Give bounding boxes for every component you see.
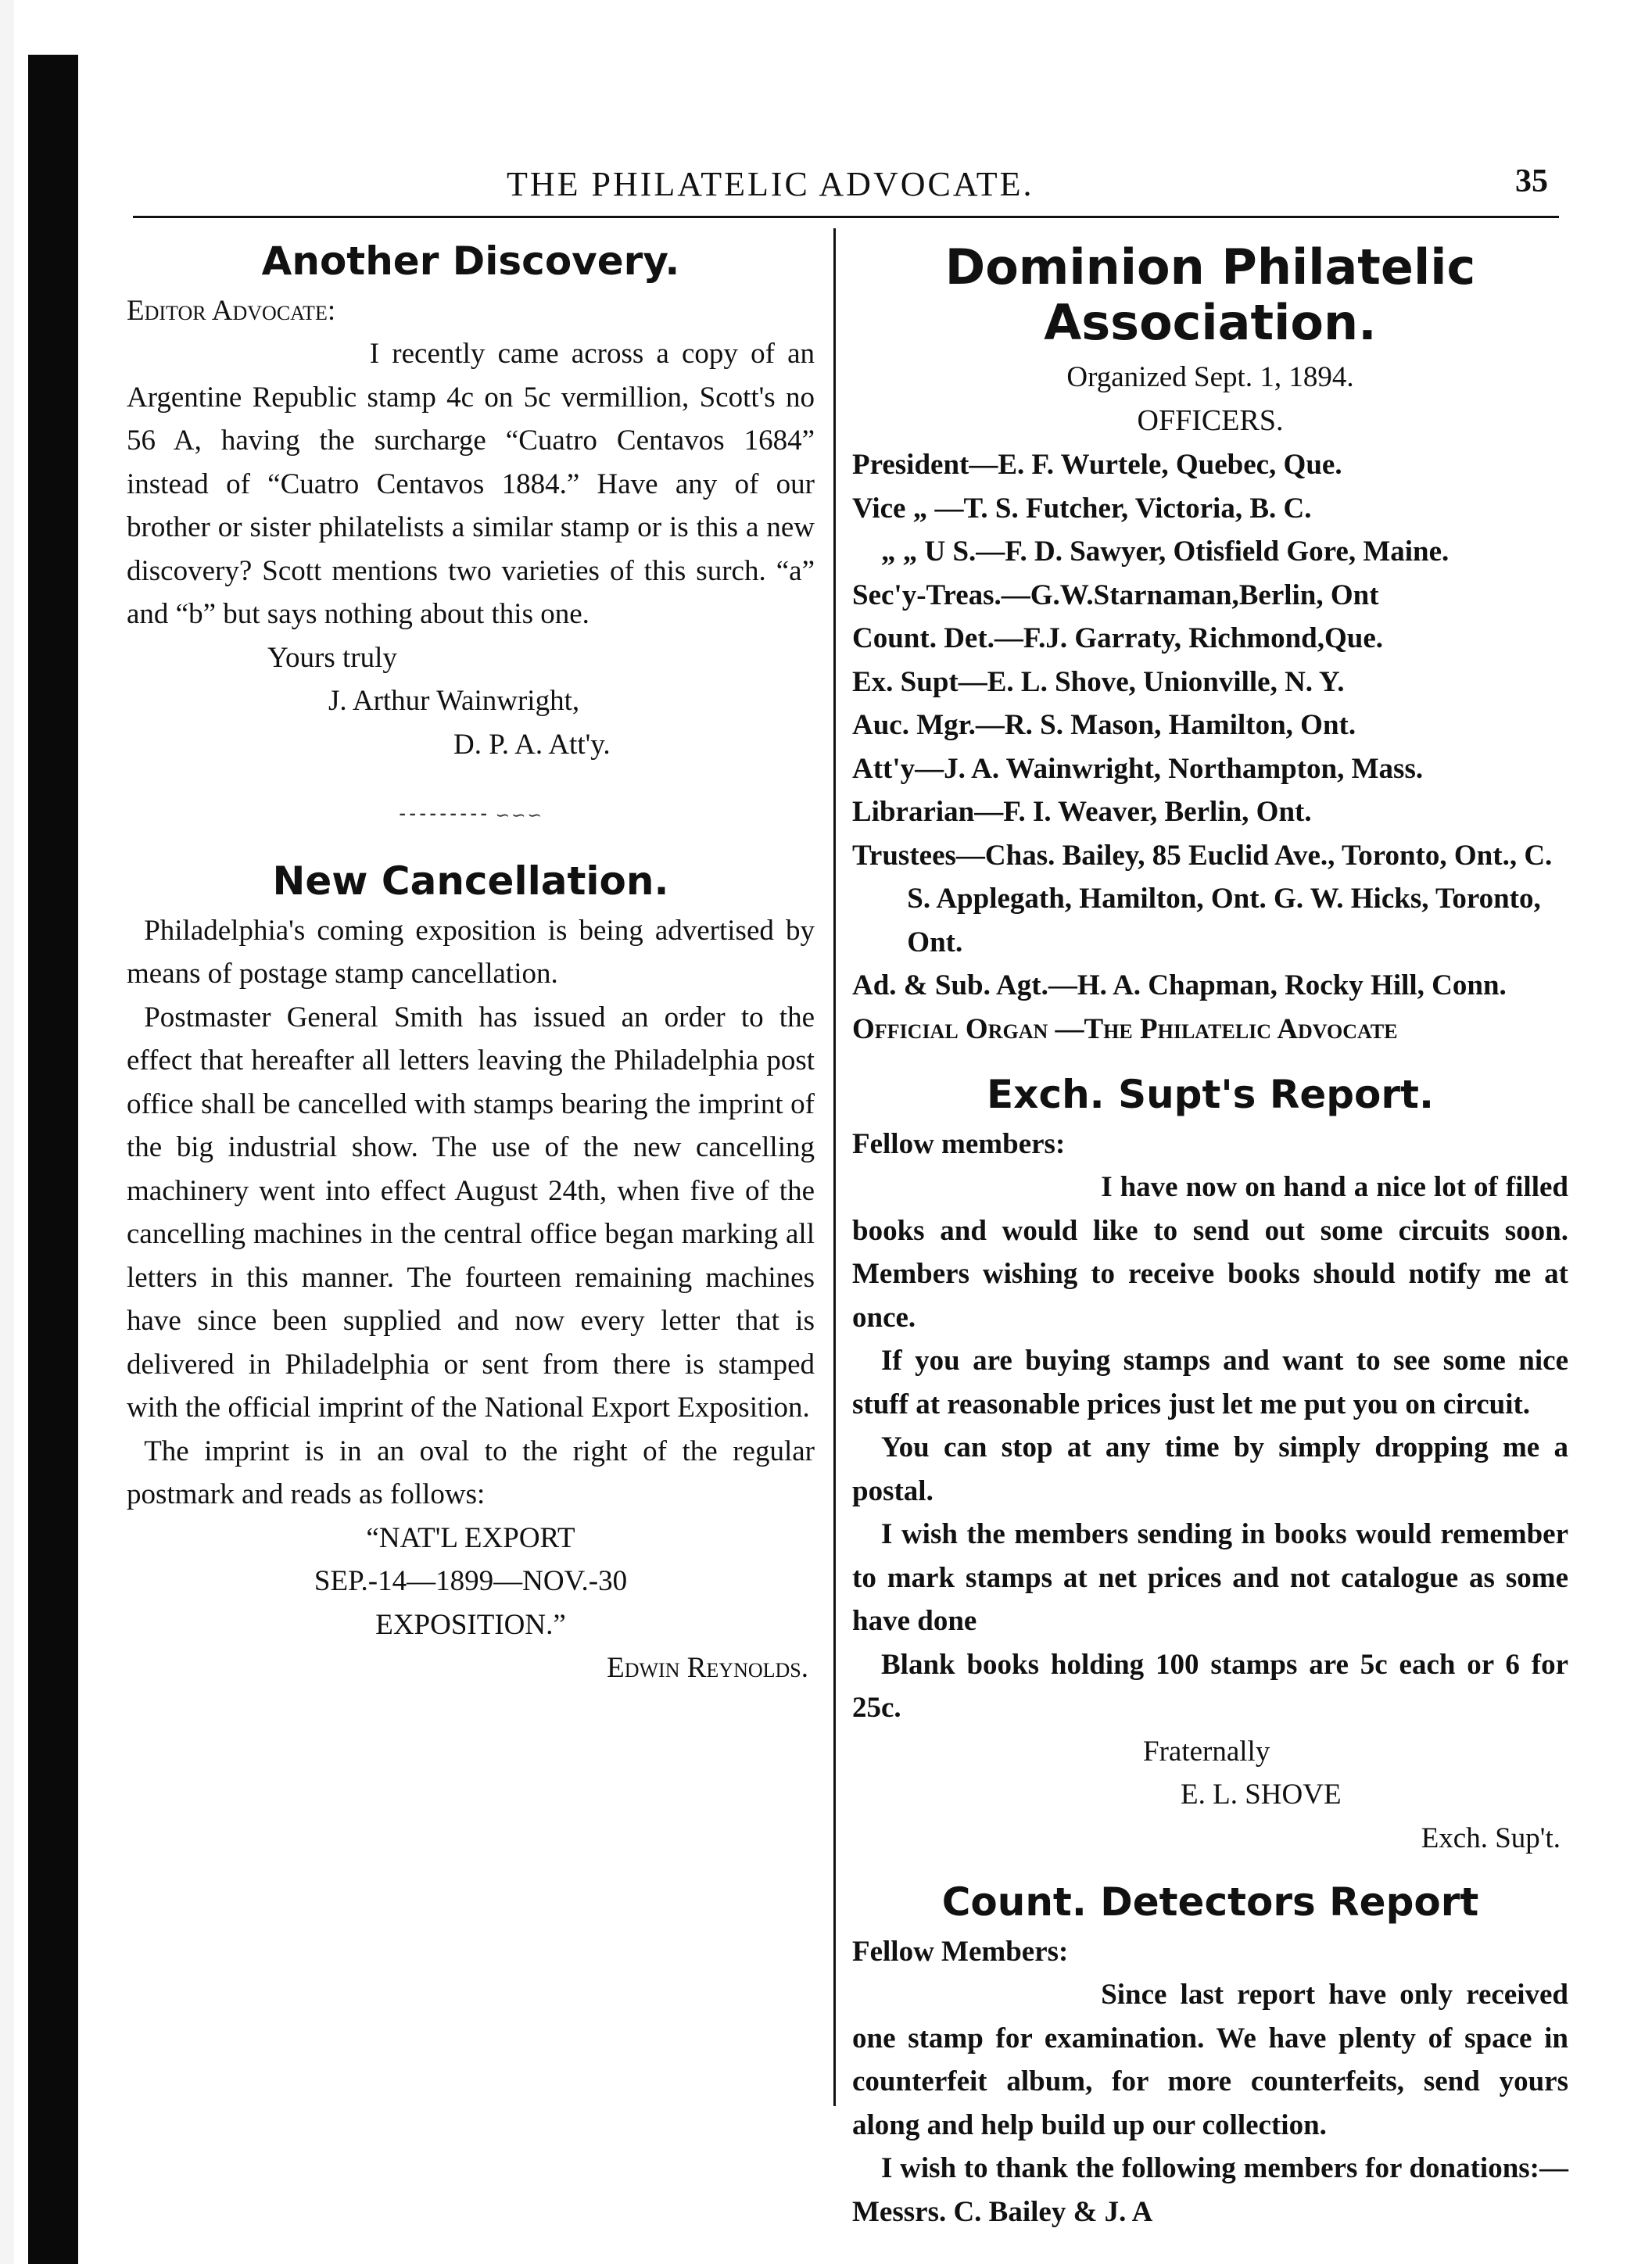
page-number: 35 <box>1515 163 1548 199</box>
closing: Fraternally <box>1143 1735 1270 1768</box>
signature-title: D. P. A. Att'y. <box>453 728 611 761</box>
page-gutter-bar <box>28 55 78 2264</box>
article-title: Another Discovery. <box>261 238 680 284</box>
officer-entry: Librarian—F. I. Weaver, Berlin, Ont. <box>852 796 1312 829</box>
imprint-line: EXPOSITION.” <box>375 1608 566 1641</box>
report-paragraph: Blank books holding 100 stamps are 5c each or 6 for 25c. <box>852 1648 1568 1725</box>
officer-entry: Ex. Supt—E. L. Shove, Unionville, N. Y. <box>852 665 1345 698</box>
report-title: Exch. Supt's Report. <box>987 1072 1434 1118</box>
decorative-divider: ⁃⁃⁃⁃⁃⁃⁃⁃⁃ ∽∽∽ <box>398 805 543 825</box>
signature-name: E. L. SHOVE <box>1181 1779 1342 1811</box>
closing: Yours truly <box>267 641 397 674</box>
report-paragraph: If you are buying stamps and want to see some nice stuff at reasonable prices just let me put you on circuit. <box>852 1345 1568 1420</box>
article-new-cancellation <box>127 859 815 1690</box>
column-divider <box>833 228 836 2106</box>
officers-list <box>852 443 1568 1051</box>
imprint-line: “NAT'L EXPORT <box>366 1521 575 1554</box>
officer-entry: Vice „ —T. S. Futcher, Victoria, B. C. <box>852 492 1312 525</box>
right-column <box>852 231 1568 2234</box>
officer-entry: President—E. F. Wurtele, Quebec, Que. <box>852 449 1342 482</box>
article-paragraph: Postmaster General Smith has issued an order to the effect that hereafter all letters leaving the Philadelphia post office shall be cancelled with stamps bearing the imprint of the big industrial show. The use of the new cancelling machinery went into effect August 24th, when five of the cancelling machines in the central office began marking all letters in this manner. The fourteen remaining machines have since been supplied and now every letter that is delivered in Philadelphia or sent from there is stamped with the official imprint of the National Export Exposition. <box>127 1001 815 1424</box>
organized-date: Organized Sept. 1, 1894. <box>1066 360 1354 393</box>
officer-entry: Sec'y-Treas.—G.W.Starnaman,Berlin, Ont <box>852 579 1379 611</box>
signature-title: Exch. Sup't. <box>1421 1822 1561 1854</box>
officer-entry: Count. Det.—F.J. Garraty, Richmond,Que. <box>852 622 1384 655</box>
article-paragraph: The imprint is in an oval to the right of the regular postmark and reads as follows: <box>127 1435 815 1510</box>
exchange-report <box>852 1073 1568 1860</box>
report-title: Count. Detectors Report <box>941 1879 1479 1925</box>
salutation: Editor Advocate: <box>127 294 336 327</box>
report-paragraph: I wish to thank the following members for donations:— Messrs. C. Bailey & J. A <box>852 2152 1568 2228</box>
binding-edge <box>0 0 14 2264</box>
imprint-line: SEP.-14—1899—NOV.-30 <box>314 1565 628 1597</box>
salutation: Fellow members: <box>852 1127 1066 1160</box>
officer-entry: „ „ U S.—F. D. Sawyer, Otisfield Gore, Maine. <box>881 536 1450 568</box>
association-title: Dominion Philatelic <box>944 238 1476 296</box>
header-rule <box>133 216 1559 218</box>
association-title: Association. <box>1044 294 1377 352</box>
officer-entry: Ad. & Sub. Agt.—H. A. Chapman, Rocky Hill, Conn. <box>852 969 1507 1002</box>
officer-entry: Auc. Mgr.—R. S. Mason, Hamilton, Ont. <box>852 709 1356 742</box>
page-header <box>133 163 1556 210</box>
article-title: New Cancellation. <box>272 858 669 904</box>
report-paragraph: You can stop at any time by simply dropping me a postal. <box>852 1431 1568 1507</box>
left-column <box>127 231 815 1690</box>
official-organ: Official Organ —The Philatelic Advocate <box>852 1012 1398 1045</box>
article-paragraph: Philadelphia's coming exposition is being advertised by means of postage stamp cancellation. <box>127 914 815 990</box>
report-paragraph: Since last report have only received one stamp for examination. We have plenty of space in counterfeit album, for more counterfeits, send yours along and help build up our collection. <box>852 1979 1568 2141</box>
running-title: THE PHILATELIC ADVOCATE. <box>507 165 1034 203</box>
officer-entry: Att'y—J. A. Wainwright, Northampton, Mass. <box>852 752 1424 785</box>
report-paragraph: I have now on hand a nice lot of filled books and would like to send out some circuits soon. Members wishing to receive books should notify me at once. <box>852 1171 1568 1334</box>
officer-entry: Trustees—Chas. Bailey, 85 Euclid Ave., Toronto, Ont., C. S. Applegath, Hamilton, Ont. G. W. Hicks, Toronto, Ont. <box>852 839 1553 958</box>
article-another-discovery <box>127 239 815 766</box>
article-body: I recently came across a copy of an Argentine Republic stamp 4c on 5c vermillion, Scott's no 56 A, having the surcharge “Cuatro Centavos 1684” instead of “Cuatro Centavos 1884.” Have any of our brother or sister philatelists a similar stamp or is this a new discovery? Scott mentions two varieties of this surch. “a” and “b” but says nothing about this one. <box>127 338 815 630</box>
officers-heading: OFFICERS. <box>1137 404 1284 438</box>
signature-name: J. Arthur Wainwright, <box>328 685 580 717</box>
salutation: Fellow Members: <box>852 1935 1069 1968</box>
report-paragraph: I wish the members sending in books would remember to mark stamps at net prices and not catalogue as some have done <box>852 1518 1568 1638</box>
author: Edwin Reynolds. <box>607 1652 808 1684</box>
association-notice <box>852 239 1568 1051</box>
counterfeit-report <box>852 1880 1568 2234</box>
